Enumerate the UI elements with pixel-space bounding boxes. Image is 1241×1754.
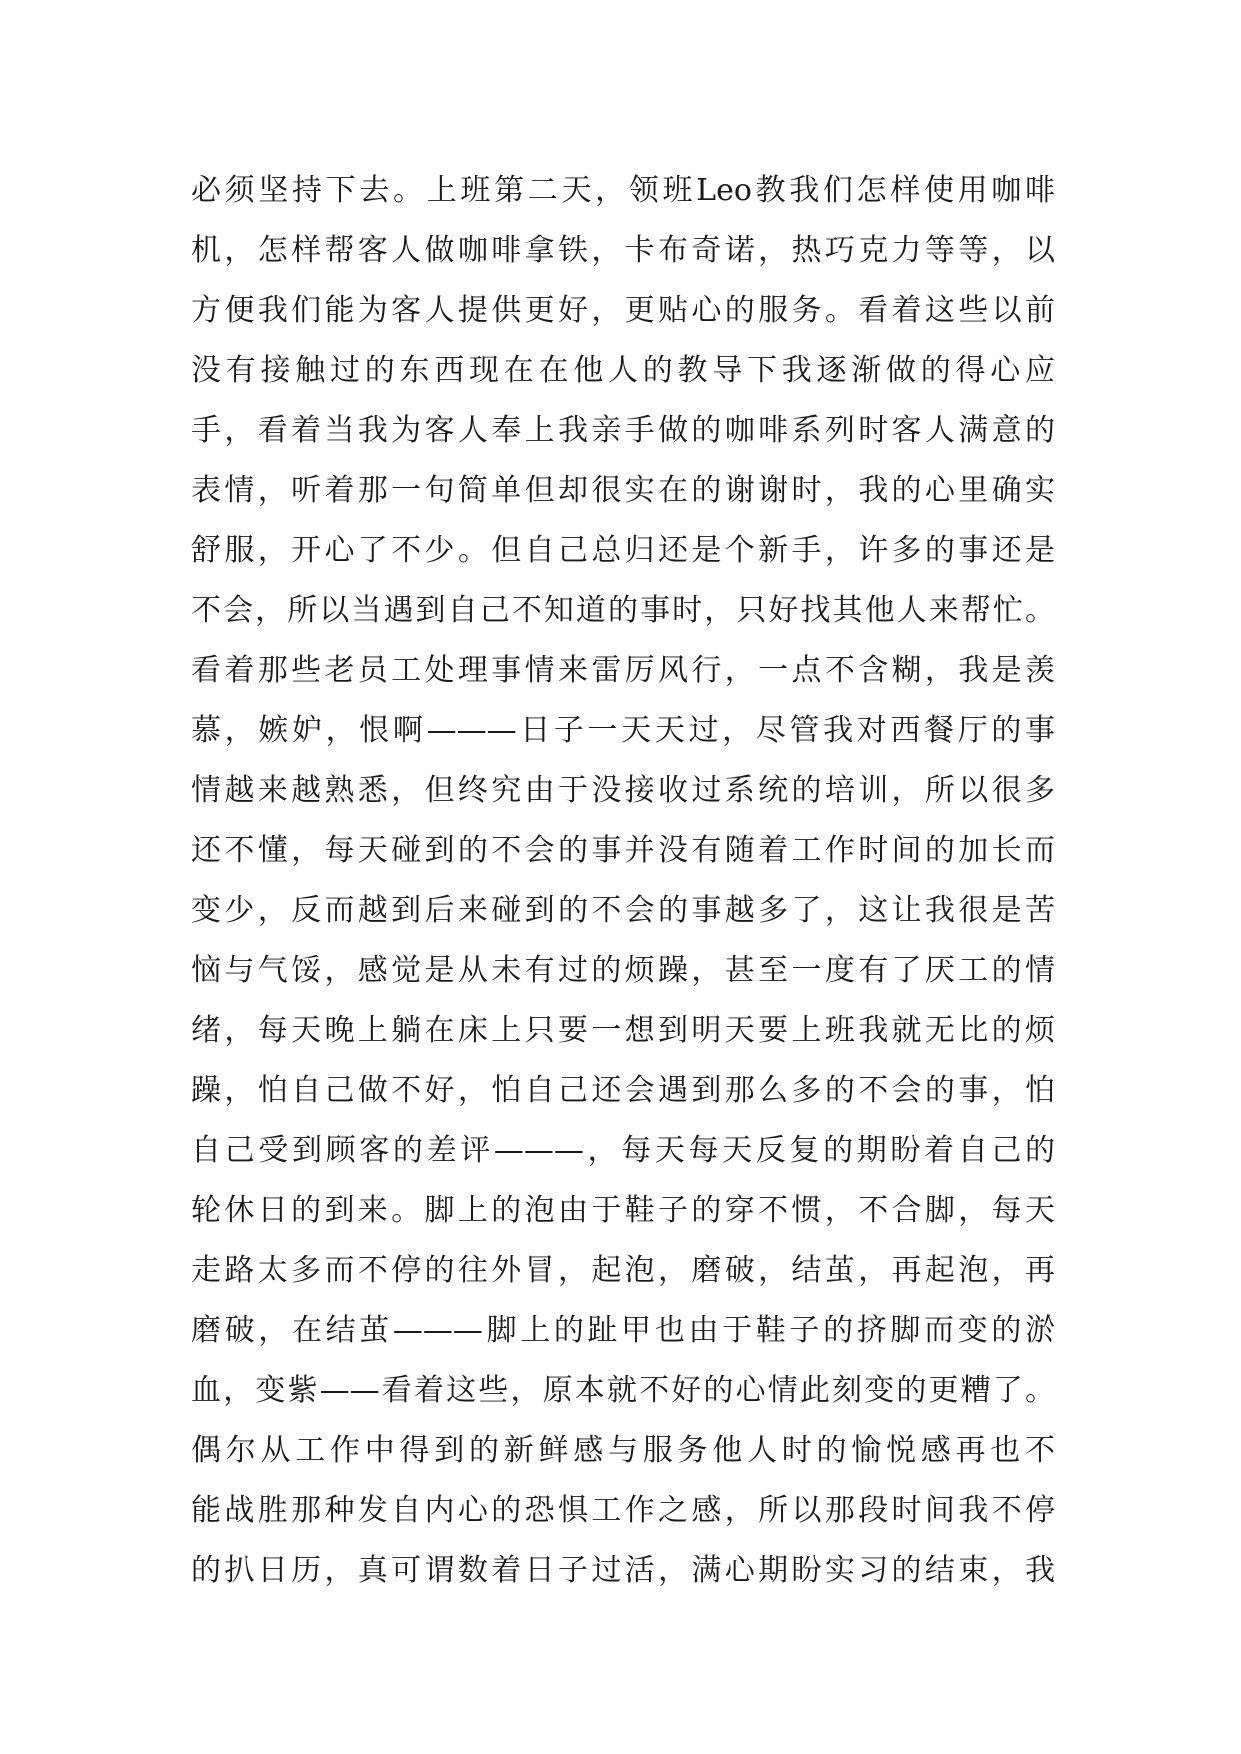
text-line-20: 磨破，在结茧———脚上的趾甲也由于鞋子的挤脚而变的淤	[191, 1313, 1055, 1348]
text-line-21: 血，变紫——看着这些，原本就不好的心情此刻变的更糟了。	[191, 1373, 1055, 1408]
text-line-24: 的扒日历，真可谓数着日子过活，满心期盼实习的结束，我	[191, 1553, 1055, 1588]
text-line-5: 手，看着当我为客人奉上我亲手做的咖啡系列时客人满意的	[191, 413, 1055, 448]
text-line-7: 舒服，开心了不少。但自己总归还是个新手，许多的事还是	[191, 533, 1055, 568]
text-line-23: 能战胜那种发自内心的恐惧工作之感，所以那段时间我不停	[191, 1493, 1055, 1528]
text-line-3: 方便我们能为客人提供更好，更贴心的服务。看着这些以前	[191, 293, 1055, 328]
text-line-19: 走路太多而不停的往外冒，起泡，磨破，结茧，再起泡，再	[191, 1253, 1055, 1288]
text-line-12: 还不懂，每天碰到的不会的事并没有随着工作时间的加长而	[191, 833, 1055, 868]
body-text	[191, 161, 1055, 1601]
text-line-4: 没有接触过的东西现在在他人的教导下我逐渐做的得心应	[191, 353, 1055, 388]
text-line-2: 机，怎样帮客人做咖啡拿铁，卡布奇诺，热巧克力等等，以	[191, 233, 1055, 268]
text-line-1: 必须坚持下去。上班第二天，领班Leo教我们怎样使用咖啡	[191, 173, 1055, 208]
text-line-22: 偶尔从工作中得到的新鲜感与服务他人时的愉悦感再也不	[191, 1433, 1055, 1468]
text-line-18: 轮休日的到来。脚上的泡由于鞋子的穿不惯，不合脚，每天	[191, 1193, 1055, 1228]
text-line-6: 表情，听着那一句简单但却很实在的谢谢时，我的心里确实	[191, 473, 1055, 508]
text-line-8: 不会，所以当遇到自己不知道的事时，只好找其他人来帮忙。	[191, 593, 1055, 628]
text-line-9: 看着那些老员工处理事情来雷厉风行，一点不含糊，我是羡	[191, 653, 1055, 688]
text-line-14: 恼与气馁，感觉是从未有过的烦躁，甚至一度有了厌工的情	[191, 953, 1055, 988]
text-line-15: 绪，每天晚上躺在床上只要一想到明天要上班我就无比的烦	[191, 1013, 1055, 1048]
text-line-13: 变少，反而越到后来碰到的不会的事越多了，这让我很是苦	[191, 893, 1055, 928]
text-line-11: 情越来越熟悉，但终究由于没接收过系统的培训，所以很多	[191, 773, 1055, 808]
text-line-16: 躁，怕自己做不好，怕自己还会遇到那么多的不会的事，怕	[191, 1073, 1055, 1108]
text-line-10: 慕，嫉妒，恨啊———日子一天天过，尽管我对西餐厅的事	[191, 713, 1055, 748]
text-line-17: 自己受到顾客的差评———，每天每天反复的期盼着自己的	[191, 1133, 1055, 1168]
